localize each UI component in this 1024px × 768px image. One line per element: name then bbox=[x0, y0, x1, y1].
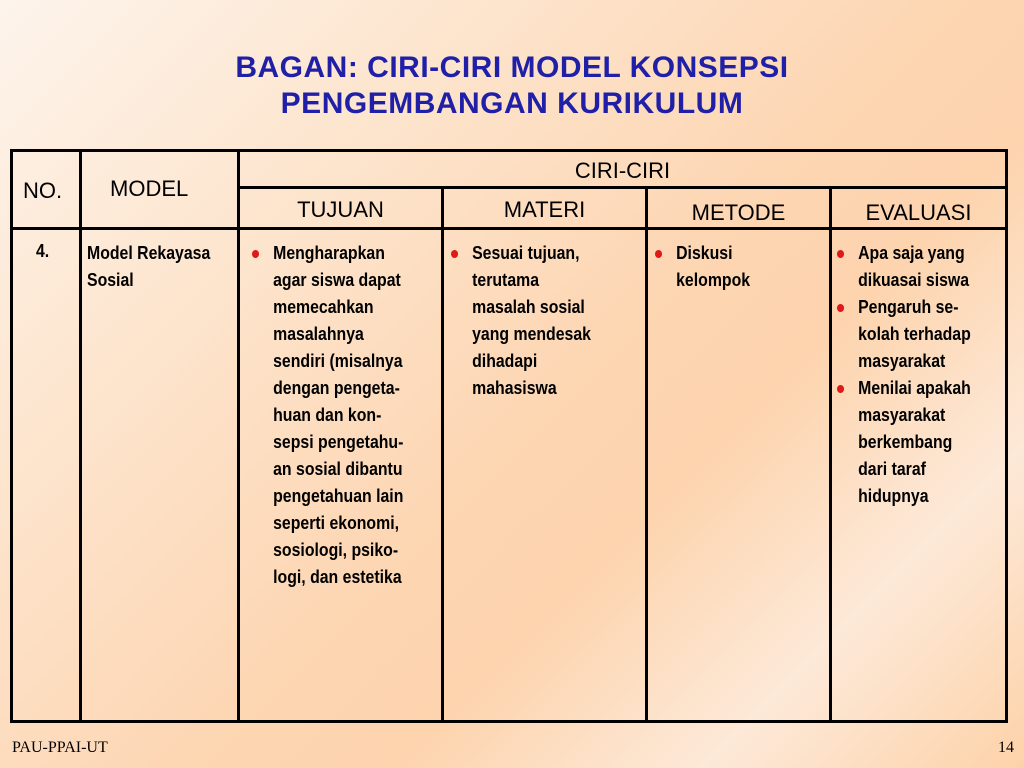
row-no bbox=[36, 238, 49, 265]
bullet-dot-icon bbox=[837, 250, 844, 258]
row-model-text: Model Rekayasa Sosial bbox=[87, 243, 211, 290]
tujuan-item-text: Mengharapkan agar siswa dapat memecahkan masalahnya sendiri (misalnya dengan pengeta- huan dan kon- sepsi pengetahu- an sosial dibantu pengetahuan lain seperti ekonomi, sosiologi, psiko- logi, dan estetika bbox=[273, 243, 404, 587]
header-materi: MATERI bbox=[503, 197, 586, 222]
characteristics-table bbox=[10, 149, 1008, 723]
bullet-dot-icon bbox=[837, 385, 844, 393]
header-no: NO. bbox=[23, 178, 63, 203]
evaluasi-item-text: Menilai apakah masyarakat berkembang dari taraf hidupnya bbox=[858, 378, 971, 506]
col-divider-tujuan bbox=[441, 187, 444, 720]
slide-title bbox=[0, 50, 1024, 122]
slide-title-line1: BAGAN: CIRI-CIRI MODEL KONSEPSI bbox=[235, 51, 789, 84]
header-tujuan: TUJUAN bbox=[297, 197, 384, 222]
materi-item-text: Sesuai tujuan, terutama masalah sosial yang mendesak dihadapi mahasiswa bbox=[472, 243, 591, 398]
metode-item-text: Diskusi kelompok bbox=[676, 243, 751, 290]
evaluasi-bullet-item bbox=[837, 375, 971, 510]
metode-bullet-item bbox=[655, 240, 750, 294]
page-number: 14 bbox=[998, 739, 1014, 756]
slide-title-line2: PENGEMBANGAN KURIKULUM bbox=[280, 87, 744, 120]
materi-bullet-item bbox=[451, 240, 591, 402]
row-divider-header bbox=[13, 227, 1005, 230]
row-evaluasi bbox=[837, 240, 971, 510]
evaluasi-bullet-item bbox=[837, 294, 971, 375]
footer-source: PAU-PPAI-UT bbox=[12, 739, 108, 756]
header-metode: METODE bbox=[691, 200, 786, 225]
evaluasi-item-text: Pengaruh se- kolah terhadap masyarakat bbox=[858, 297, 971, 371]
col-divider-metode bbox=[829, 187, 832, 720]
row-materi bbox=[451, 240, 591, 402]
bullet-dot-icon bbox=[655, 250, 662, 258]
bullet-dot-icon bbox=[451, 250, 458, 258]
evaluasi-bullet-item bbox=[837, 240, 971, 294]
row-no-text: 4. bbox=[36, 241, 50, 261]
header-ciri-ciri: CIRI-CIRI bbox=[574, 158, 671, 183]
header-evaluasi: EVALUASI bbox=[865, 200, 972, 225]
row-metode bbox=[655, 240, 750, 294]
col-divider-model bbox=[237, 152, 240, 720]
row-tujuan bbox=[252, 240, 403, 591]
evaluasi-item-text: Apa saja yang dikuasai siswa bbox=[858, 243, 970, 290]
col-divider-materi bbox=[645, 187, 648, 720]
col-divider-no bbox=[79, 152, 82, 720]
row-model bbox=[87, 240, 210, 294]
tujuan-bullet-item bbox=[252, 240, 403, 591]
bullet-dot-icon bbox=[837, 304, 844, 312]
row-divider-ciri bbox=[237, 186, 1005, 189]
bullet-dot-icon bbox=[252, 250, 259, 258]
header-model: MODEL bbox=[110, 176, 189, 201]
